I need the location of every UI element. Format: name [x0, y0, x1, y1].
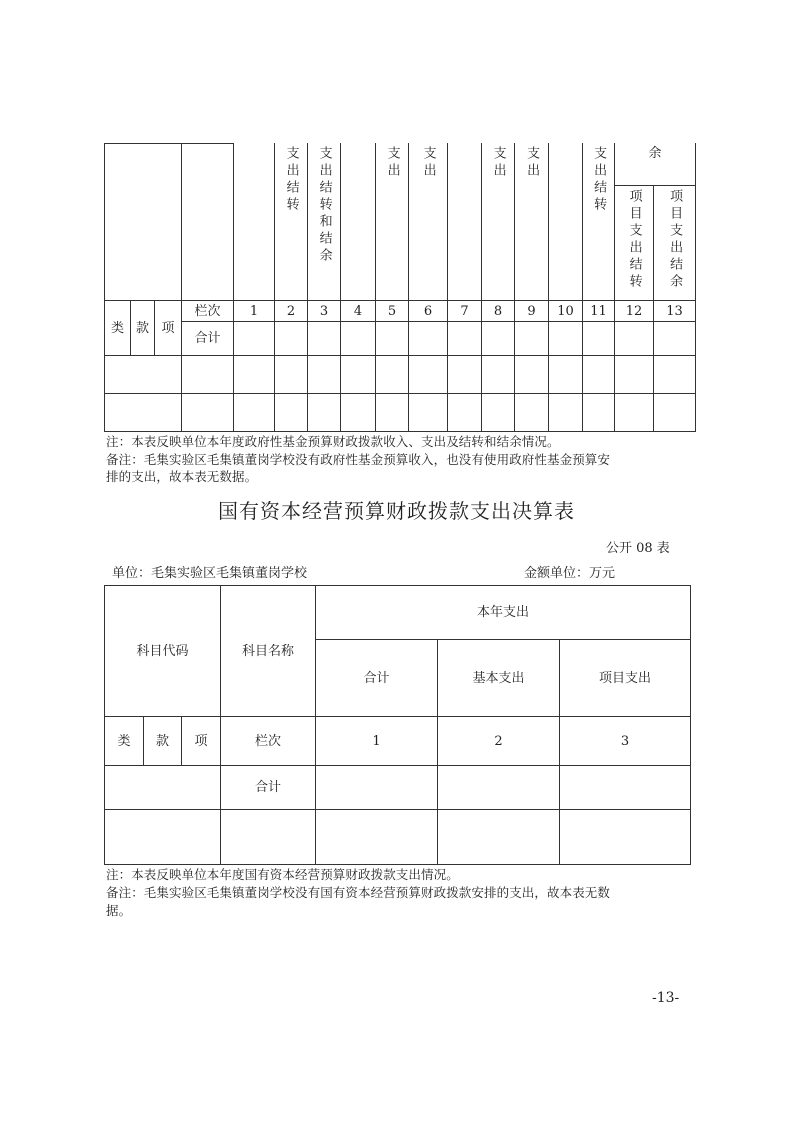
table2-remark-line1: 备注：毛集实验区毛集镇董岗学校没有国有资本经营预算财政拨款安排的支出，故本表无数 [106, 885, 611, 900]
table-border [181, 321, 696, 322]
table-border [104, 809, 691, 810]
lanci-label: 栏次 [254, 733, 281, 749]
col-number: 7 [460, 303, 469, 319]
table2-note: 注：本表反映单位本年度国有资本经营预算财政拨款支出情况。 [106, 867, 459, 882]
unit-label: 单位：毛集实验区毛集镇董岗学校 [112, 566, 308, 581]
col-number: 2 [286, 303, 296, 319]
col-number: 9 [527, 303, 536, 319]
header-col12: 项目支出结转 [626, 189, 642, 291]
heji-label: 合计 [194, 331, 221, 346]
table-border [104, 431, 696, 432]
col-number: 10 [557, 303, 574, 319]
row-label-xiang: 项 [194, 733, 208, 749]
row-label-lei: 类 [117, 733, 131, 749]
col-number: 3 [620, 733, 630, 749]
table1-remark-line1: 备注：毛集实验区毛集镇董岗学校没有政府性基金预算收入，也没有使用政府性基金预算安 [106, 452, 611, 467]
amount-unit-label: 金额单位：万元 [524, 566, 616, 581]
heji-label: 合计 [254, 780, 281, 795]
table1-note: 注：本表反映单位本年度政府性基金预算财政拨款收入、支出及结转和结余情况。 [106, 434, 560, 449]
col-number: 1 [249, 303, 259, 319]
table-border [233, 143, 234, 431]
header-col11: 支出结转 [591, 146, 607, 214]
header-col6: 支出 [420, 146, 436, 180]
header-subject-code: 科目代码 [136, 643, 189, 659]
table1-remark-line2: 排的支出，故本表无数据。 [106, 469, 258, 484]
table-border [104, 355, 696, 356]
row-label-xiang: 项 [161, 320, 175, 336]
header-col3: 支出结转和结余 [316, 146, 332, 265]
lanci-label: 栏次 [194, 303, 221, 319]
col-number: 11 [590, 303, 607, 319]
table-border [375, 143, 376, 431]
header-subject-name: 科目名称 [241, 643, 294, 659]
table-border [181, 143, 182, 431]
header-total: 合计 [363, 670, 390, 686]
col-number: 13 [666, 303, 683, 319]
col-number: 5 [387, 303, 397, 319]
table-border [340, 143, 341, 431]
table-border [548, 143, 549, 431]
table-border [104, 143, 105, 431]
col-number: 3 [319, 303, 329, 319]
row-label-kuan: 款 [135, 320, 149, 336]
table-border [104, 143, 233, 144]
header-current-year-expense: 本年支出 [476, 605, 529, 620]
header-col2: 支出结转 [283, 146, 299, 214]
col-number: 4 [353, 303, 363, 319]
table-border [690, 585, 691, 865]
header-col13: 项目支出结余 [667, 189, 683, 291]
table-border [104, 864, 691, 865]
header-basic-expense: 基本支出 [472, 670, 525, 686]
header-project-expense: 项目支出 [598, 670, 651, 686]
col-number: 6 [423, 303, 433, 319]
header-col9: 支出 [524, 146, 540, 180]
table-border [447, 143, 448, 431]
table-border [104, 393, 696, 394]
table-border [614, 185, 696, 186]
col-number: 2 [494, 733, 503, 749]
page-number: -13- [652, 990, 680, 1006]
form-number: 公开 08 表 [606, 541, 670, 556]
header-col5: 支出 [384, 146, 400, 180]
col-number: 1 [372, 733, 381, 749]
table-border [481, 143, 482, 431]
page-title: 国有资本经营预算财政拨款支出决算表 [218, 499, 575, 523]
table2-remark-line2: 据。 [106, 903, 132, 918]
header-group-yu: 余 [648, 146, 662, 161]
row-label-kuan: 款 [155, 733, 169, 749]
row-label-lei: 类 [110, 320, 124, 336]
col-number: 12 [625, 303, 643, 319]
table-border [408, 143, 409, 431]
header-col8: 支出 [490, 146, 506, 180]
table-border [514, 143, 515, 431]
col-number: 8 [493, 303, 503, 319]
table-border [104, 765, 691, 766]
table-border [695, 143, 696, 431]
